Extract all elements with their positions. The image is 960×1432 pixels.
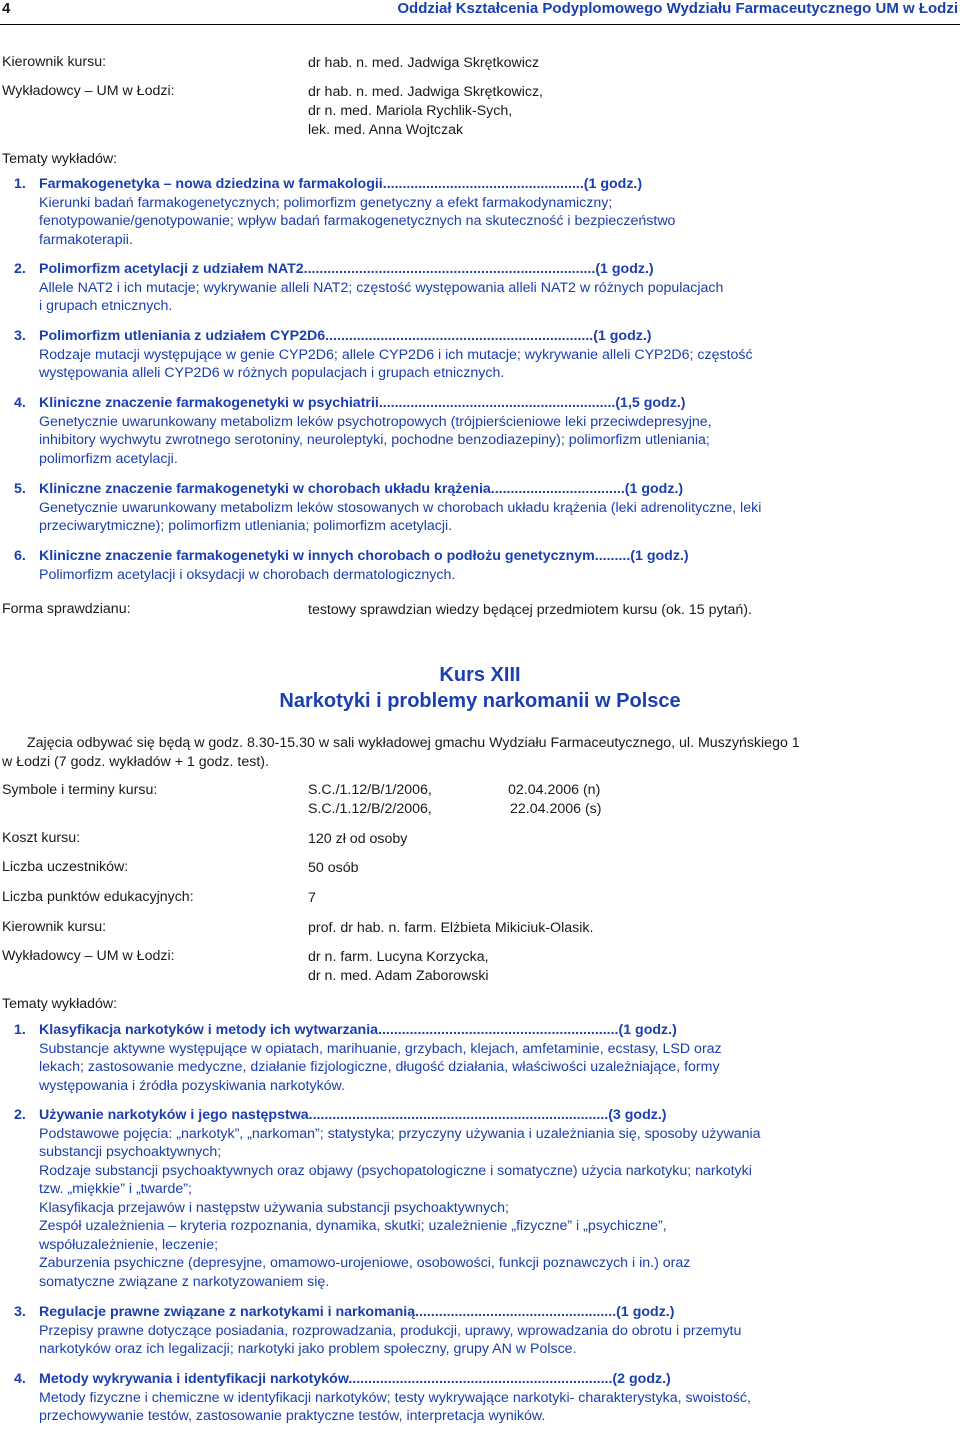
description-line: i grupach etnicznych. <box>39 298 173 314</box>
lecture-item <box>14 1303 954 1359</box>
description-line: Metody fizyczne i chemiczne w identyfikacji narkotyków; testy wykrywające narkotyki- charakterystyka, swoistość, <box>39 1389 751 1406</box>
description-line: Klasyfikacja przejawów i następstw używania substancji psychoaktywnych; <box>39 1199 509 1216</box>
description-line: współuzależnienie, leczenie; <box>39 1236 219 1253</box>
field-value <box>308 83 543 140</box>
description-line: przechowywanie testów, zastosowanie praktyczne testów, interpretacja wyników. <box>39 1408 546 1424</box>
lecture-title: Kliniczne znaczenie farmakogenetyki w psychiatrii............................................................(1,5 godz.) <box>39 395 686 411</box>
lecture-title: Kliniczne znaczenie farmakogenetyki w innych chorobach o podłożu genetycznym.........(1 godz.) <box>39 548 689 564</box>
lecture-item <box>14 1106 954 1291</box>
lecture-description <box>39 194 869 250</box>
header-divider <box>0 24 960 25</box>
description-line: lekach; zastosowanie medyczne, działanie fizjologiczne, długość działania, właściwości uzależniające, formy <box>39 1059 720 1075</box>
lecture-number: 6. <box>14 548 26 564</box>
lecturer-name: dr n. farm. Lucyna Korzycka, <box>308 949 489 965</box>
lecture-description <box>39 1389 869 1426</box>
lecture-item <box>14 394 954 468</box>
lecture-item <box>14 1021 954 1095</box>
course-number-heading: Kurs XIII <box>439 664 521 686</box>
lecturer-name: dr n. med. Mariola Rychlik-Sych, <box>308 103 513 119</box>
description-line: tzw. „miękkie” i „twarde”; <box>39 1181 192 1197</box>
lecture-title: Metody wykrywania i identyfikacji narkotyków...................................................................(2 godz.) <box>39 1371 671 1387</box>
symbol-date: 22.04.2006 (s) <box>510 801 602 817</box>
lecture-description <box>39 1125 869 1292</box>
document-page: 4 Oddział Kształcenia Podyplomowego Wydziału Farmaceutycznego UM w Łodzi Kierownik kursu: dr hab. n. med. Jadwiga Skrętkowicz Wykładowcy – UM w Łodzi: dr hab. n. med. Jadwiga Skrętkowicz, dr n. med. Mariola Rychlik-Sych, lek. med. Anna Wojtczak Tematy wykładów: 1. Farmakogenetyka – nowa dziedzina w farmakologii...................................................(1 godz.) Kierunki badań farmakogenetycznych; polimorfizm genetyczny a efekt farmakodynamiczny; fenotypowanie/genotypowanie; wpływ badań farmakogenetycznych na skuteczność i bezpieczeństwo farmakoterapii. 2. Polimorfizm acetylacji z udziałem NAT2..........................................................................(1 godz.) Allele NAT2 i ich mutacje; wykrywanie alleli NAT2; częstość występowania alleli NAT2 w różnych populacjach i grupach etnicznych. 3. Polimorfizm utleniania z udziałem CYP2D6....................................................................(1 godz.) Rodzaje mutacji występujące w genie CYP2D6; allele CYP2D6 i ich mutacje; wykrywanie alleli CYP2D6; częstość występowania alleli CYP2D6 w różnych populacjach i grupach etnicznych. 4. Kliniczne znaczenie farmakogenetyki w psychiatrii............................................................(1,5 godz.) Genetycznie uwarunkowany metabolizm leków psychotropowych (trójpierścieniowe leki przeciwdepresyjne, inhibitory wychwytu zwrotnego serotoniny, neuroleptyki, pochodne benzodiazepiny); polimorfizm utleniania; polimorfizm acetylacji. 5. Kliniczne znaczenie farmakogenetyki w chorobach układu krążenia..................................(1 godz.) Genetycznie uwarunkowany metabolizm leków stosowanych w chorobach układu krążenia (leki adrenolityczne, leki przeciwarytmiczne); polimorfizm utleniania; polimorfizm acetylacji. 6. Kliniczne znaczenie farmakogenetyki w innych chorobach o podłożu genetycznym.........(1 godz.) Polimorfizm acetylacji i oksydacji w chorobach dermatologicznych. Forma sprawdzianu: testowy sprawdzian wiedzy będącej przedmiotem kursu (ok. 15 pytań). Kurs XIII Narkotyki i problemy narkomanii w Polsce Zajęcia odbywać się będą w godz. 8.30-15.30 w sali wykładowej gmachu Wydziału Farmaceutycznego, ul. Muszyńskiego 1 w Łodzi (7 godz. wykładów + 1 godz. test). Symbole i terminy kursu: S.C./1.12/B/1/2006, 02.04.2006 (n) S.C./1.12/B/2/2006, 22.04.2006 (s) Koszt kursu: 120 zł od osoby Liczba uczestników: 50 osób Liczba punktów edukacyjnych: 7 Kierownik kursu: prof. dr hab. n. farm. Elżbieta Mikiciuk-Olasik. Wykładowcy – UM w Łodzi: dr n. farm. Lucyna Korzycka, dr n. med. Adam Zaborowski Tematy wykładów: 1. Klasyfikacja narkotyków i metody ich wytwarzania.............................................................(1 godz.) Substancje aktywne występujące w opiatach, marihuanie, grzybach, klejach, amfetaminie, ecstasy, LSD oraz lekach; zastosowanie medyczne, działanie fizjologiczne, długość działania, właściwości uzależniające, formy występowania i źródła pozyskiwania narkotyków. 2. Używanie narkotyków i jego następstwa............................................................................(3 godz.) Podstawowe pojęcia: „narkotyk”, „narkoman”; statystyka; przyczyny używania i uzależniania się, sposoby używania substancji psychoaktywnych; Rodzaje substancji psychoaktywnych oraz objawy (psychopatologiczne i somatyczne) użycia narkotyku; narkotyki tzw. „miękkie” i „twarde”; Klasyfikacja przejawów i następstw używania substancji psychoaktywnych; Zespół uzależnienia – kryteria rozpoznania, dynamika, skutki; uzależnienie „fizyczne” i „psychiczne”, współuzależnienie, leczenie; Zaburzenia psychiczne (depresyjne, omamowo-urojeniowe, osobowości, funkcji poznawczych i in.) oraz somatyczne związane z narkotyzowaniem się. 3. Regulacje prawne związane z narkotykami i narkomanią...................................................(1 godz.) Przepisy prawne dotyczące posiadania, rozprowadzania, produkcji, uprawy, wprowadzania do obrotu i przemytu narkotyków oraz ich legalizacji; narkotyki jako problem społeczny, grupy AN w Polsce. 4. Metody wykrywania i identyfikacji narkotyków...................................................................(2 godz.) Metody fizyczne i chemiczne w identyfikacji narkotyków; testy wykrywające narkotyki- charakterystyka, swoistość, przechowywanie testów, zastosowanie praktyczne testów, interpretacja wyników. <box>2 0 958 1424</box>
field-value: 7 <box>308 890 316 906</box>
lecture-description <box>39 566 869 585</box>
description-line: fenotypowanie/genotypowanie; wpływ badań farmakogenetycznych na skuteczność i bezpieczeństwo <box>39 213 676 229</box>
intro-line: Zajęcia odbywać się będą w godz. 8.30-15.30 w sali wykładowej gmachu Wydziału Farmaceutycznego, ul. Muszyńskiego 1 <box>27 735 800 751</box>
field-label: Kierownik kursu: <box>2 919 107 935</box>
page-header <box>0 0 960 26</box>
lecture-title: Klasyfikacja narkotyków i metody ich wytwarzania.............................................................(1 godz.) <box>39 1022 677 1038</box>
lecture-description <box>39 499 869 536</box>
description-line: inhibitory wychwytu zwrotnego serotoniny, neuroleptyki, pochodne benzodiazepiny); polimorfizm utleniania; <box>39 432 710 448</box>
field-label: Wykładowcy – UM w Łodzi: <box>2 948 175 964</box>
lecture-title: Regulacje prawne związane z narkotykami i narkomanią...................................................(1 godz.) <box>39 1304 675 1320</box>
field-value: 50 osób <box>308 860 359 876</box>
lecture-item <box>14 480 954 536</box>
lecture-description <box>39 279 869 316</box>
description-line: Kierunki badań farmakogenetycznych; polimorfizm genetyczny a efekt farmakodynamiczny; <box>39 194 613 211</box>
description-line: Przepisy prawne dotyczące posiadania, rozprowadzania, produkcji, uprawy, wprowadzania do obrotu i przemytu <box>39 1322 742 1339</box>
lecturer-name: lek. med. Anna Wojtczak <box>308 122 464 138</box>
lecture-number: 2. <box>14 261 26 277</box>
lecture-item <box>14 175 954 249</box>
lecture-description <box>39 346 869 383</box>
lecture-description <box>39 413 869 469</box>
course-title-heading: Narkotyki i problemy narkomanii w Polsce <box>279 690 681 712</box>
header-title: Oddział Kształcenia Podyplomowego Wydziału Farmaceutycznego UM w Łodzi <box>397 0 958 17</box>
lecture-title: Kliniczne znaczenie farmakogenetyki w chorobach układu krążenia..................................(1 godz.) <box>39 481 684 497</box>
description-line: Polimorfizm acetylacji i oksydacji w chorobach dermatologicznych. <box>39 566 456 583</box>
lecture-title: Polimorfizm utleniania z udziałem CYP2D6....................................................................(1 godz.) <box>39 328 652 344</box>
lecture-description <box>39 1322 869 1359</box>
field-value: testowy sprawdzian wiedzy będącej przedmiotem kursu (ok. 15 pytań). <box>308 602 752 618</box>
lecture-number: 1. <box>14 1022 26 1038</box>
description-line: Genetycznie uwarunkowany metabolizm leków psychotropowych (trójpierścieniowe leki przeciwdepresyjne, <box>39 413 712 430</box>
description-line: Substancje aktywne występujące w opiatach, marihuanie, grzybach, klejach, amfetaminie, ecstasy, LSD oraz <box>39 1040 722 1057</box>
lecture-item <box>14 260 954 316</box>
description-line: Zespół uzależnienia – kryteria rozpoznania, dynamika, skutki; uzależnienie „fizyczne” i „psychiczne”, <box>39 1218 667 1234</box>
description-line: Podstawowe pojęcia: „narkotyk”, „narkoman”; statystyka; przyczyny używania i uzależniania się, sposoby używania <box>39 1125 761 1142</box>
lecture-item <box>14 547 954 584</box>
description-line: występowania i źródła pozyskiwania narkotyków. <box>39 1077 345 1094</box>
field-label: Koszt kursu: <box>2 830 81 846</box>
lecture-description <box>39 1040 869 1096</box>
description-line: farmakoterapii. <box>39 231 133 248</box>
lecture-title: Polimorfizm acetylacji z udziałem NAT2..........................................................................(1 godz.) <box>39 261 654 277</box>
field-value: dr hab. n. med. Jadwiga Skrętkowicz <box>308 55 540 71</box>
intro-line: w Łodzi (7 godz. wykładów + 1 godz. test). <box>2 754 269 770</box>
description-line: Genetycznie uwarunkowany metabolizm leków stosowanych w chorobach układu krążenia (leki adrenolityczne, leki <box>39 499 762 516</box>
description-line: narkotyków oraz ich legalizacji; narkotyki jako problem społeczny, grupy AN w Polsce. <box>39 1341 577 1357</box>
lecture-number: 5. <box>14 481 26 497</box>
lecture-title: Farmakogenetyka – nowa dziedzina w farmakologii...................................................(1 godz.) <box>39 176 643 192</box>
description-line: Rodzaje substancji psychoaktywnych oraz objawy (psychopatologiczne i somatyczne) użycia narkotyku; narkotyki <box>39 1162 752 1179</box>
lecture-number: 3. <box>14 1304 26 1320</box>
lecture-number: 4. <box>14 395 26 411</box>
symbol-code: S.C./1.12/B/2/2006, <box>308 801 432 817</box>
field-value: prof. dr hab. n. farm. Elżbieta Mikiciuk-Olasik. <box>308 920 594 936</box>
description-line: polimorfizm acetylacji. <box>39 450 178 467</box>
lecturer-name: dr n. med. Adam Zaborowski <box>308 968 489 984</box>
lecture-number: 4. <box>14 1371 26 1387</box>
symbol-date: 02.04.2006 (n) <box>508 782 601 798</box>
description-line: Allele NAT2 i ich mutacje; wykrywanie alleli NAT2; częstość występowania alleli NAT2 w różnych populacjach <box>39 279 724 296</box>
field-value <box>308 948 489 986</box>
lecture-number: 2. <box>14 1107 26 1123</box>
description-line: somatyczne związane z narkotyzowaniem się. <box>39 1273 330 1290</box>
description-line: występowania alleli CYP2D6 w różnych populacjach i grupach etnicznych. <box>39 365 505 381</box>
field-label: Liczba punktów edukacyjnych: <box>2 889 194 905</box>
description-line: substancji psychoaktywnych; <box>39 1144 222 1160</box>
lecture-number: 3. <box>14 328 26 344</box>
description-line: przeciwarytmiczne); polimorfizm utleniania; polimorfizm acetylacji. <box>39 518 453 534</box>
description-line: Zaburzenia psychiczne (depresyjne, omamowo-urojeniowe, osobowości, funkcji poznawczych i in.) oraz <box>39 1255 691 1271</box>
field-label: Symbole i terminy kursu: <box>2 782 158 798</box>
course-intro <box>2 734 956 772</box>
lecture-title: Używanie narkotyków i jego następstwa............................................................................(3 godz.) <box>39 1107 667 1123</box>
field-label: Forma sprawdzianu: <box>2 601 131 617</box>
description-line: Rodzaje mutacji występujące w genie CYP2D6; allele CYP2D6 i ich mutacje; wykrywanie alleli CYP2D6; częstość <box>39 346 753 363</box>
lecture-item <box>14 327 954 383</box>
field-label: Liczba uczestników: <box>2 859 129 875</box>
field-label: Kierownik kursu: <box>2 54 107 70</box>
page-number: 4 <box>2 0 11 17</box>
lecturer-name: dr hab. n. med. Jadwiga Skrętkowicz, <box>308 84 543 100</box>
lecture-item <box>14 1370 954 1426</box>
field-value: 120 zł od osoby <box>308 831 408 847</box>
symbol-code: S.C./1.12/B/1/2006, <box>308 782 432 798</box>
field-label: Wykładowcy – UM w Łodzi: <box>2 83 175 99</box>
lecture-number: 1. <box>14 176 26 192</box>
